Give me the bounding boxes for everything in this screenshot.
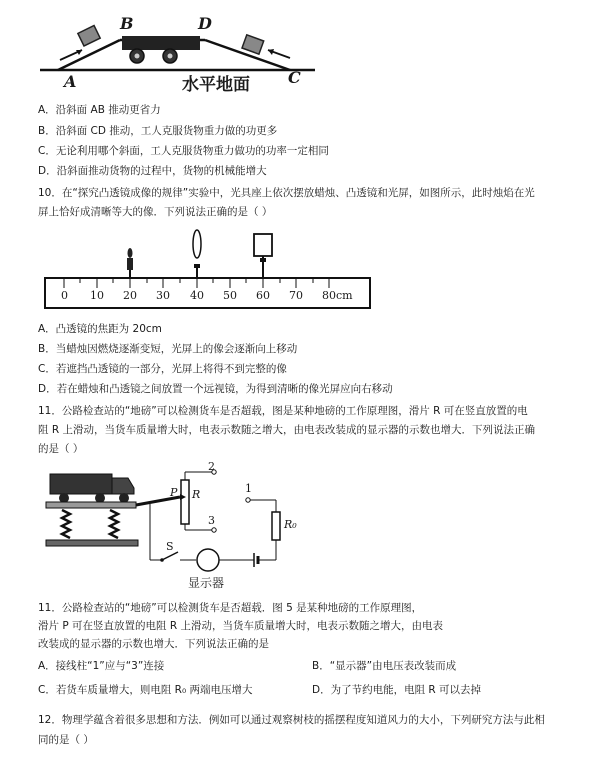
q9-option-b: B．沿斜面 CD 推动，工人克服货物重力做的功更多: [38, 125, 278, 137]
label-s: S: [166, 540, 174, 553]
inclined-plane-figure: [40, 8, 320, 96]
q11b-option-a: A．接线柱“1”应与“3”连接: [38, 660, 165, 672]
label-d: D: [198, 14, 212, 33]
q12-stem-line2: 同的是（ ）: [38, 734, 94, 746]
ruler-tick-70: 70: [289, 289, 303, 302]
ruler-tick-30: 30: [156, 289, 170, 302]
q10-option-d: D．若在蜡烛和凸透镜之间放置一个远视镜，为得到清晰的像光屏应向右移动: [38, 383, 393, 395]
label-c: C: [288, 68, 301, 87]
optical-bench-drawing: [40, 228, 375, 318]
ruler-tick-80cm: 80cm: [322, 289, 353, 302]
label-b: B: [120, 14, 134, 33]
q10-option-b: B．当蜡烛因燃烧逐渐变短，光屏上的像会逐渐向上移动: [38, 343, 298, 355]
terminal-2: 2: [208, 460, 215, 473]
terminal-1: 1: [245, 482, 252, 495]
q9-option-c: C．无论利用哪个斜面，工人克服货物重力做功的功率一定相同: [38, 145, 329, 157]
q11a-stem-line2: 阻 R 上滑动，当货车质量增大时，电表示数随之增大，由电表改装成的显示器的示数也增大．下列说法正确: [38, 424, 535, 436]
label-r: R: [192, 488, 201, 501]
q11b-stem-line3: 改装成的显示器的示数也增大．下列说法正确的是: [38, 638, 269, 650]
ground-label: 水平地面: [182, 75, 250, 95]
ruler-tick-40: 40: [190, 289, 204, 302]
q11b-option-d: D．为了节约电能，电阻 R 可以去掉: [312, 684, 482, 696]
terminal-3: 3: [208, 514, 215, 527]
q10-option-c: C．若遮挡凸透镜的一部分，光屏上将得不到完整的像: [38, 363, 287, 375]
weighbridge-circuit-figure: [40, 460, 310, 596]
label-r0: R₀: [284, 518, 297, 531]
label-p: P: [170, 486, 178, 499]
q11a-stem-line1: 11．公路检查站的“地磅”可以检测货车是否超载，图是某种地磅的工作原理图，滑片 R 可在竖直放置的电: [38, 405, 528, 417]
q11b-stem-line1: 11．公路检查站的“地磅”可以检测货车是否超载．图 5 是某种地磅的工作原理图，: [38, 602, 423, 614]
q11b-stem-line2: 滑片 P 可在竖直放置的电阻 R 上滑动，当货车质量增大时，电表示数随之增大，由电表: [38, 620, 443, 632]
weighbridge-circuit-drawing: [40, 464, 310, 596]
q12-stem-line1: 12．物理学蕴含着很多思想和方法．例如可以通过观察树枝的摇摆程度知道风力的大小，下列研究方法与此相: [38, 714, 545, 726]
display-label: 显示器: [188, 576, 225, 590]
q11b-option-c: C．若货车质量增大，则电阻 R₀ 两端电压增大: [38, 684, 253, 696]
ruler-tick-50: 50: [223, 289, 237, 302]
q11a-stem-line3: 的是（ ）: [38, 443, 84, 455]
ruler-tick-60: 60: [256, 289, 270, 302]
q10-stem-line2: 屏上恰好成清晰等大的像．下列说法正确的是（ ）: [38, 206, 273, 218]
q9-option-a: A．沿斜面 AB 推动更省力: [38, 104, 161, 116]
ruler-tick-0: 0: [61, 289, 68, 302]
ruler-tick-10: 10: [90, 289, 104, 302]
q10-option-a: A．凸透镜的焦距为 20cm: [38, 323, 162, 335]
optical-bench-figure: [40, 228, 375, 318]
inclined-plane-drawing: [40, 8, 320, 96]
q9-option-d: D．沿斜面推动货物的过程中，货物的机械能增大: [38, 165, 267, 177]
ruler-tick-20: 20: [123, 289, 137, 302]
q10-stem-line1: 10．在“探究凸透镜成像的规律”实验中，光具座上依次摆放蜡烛、凸透镜和光屏，如图所示，此时烛焰在光: [38, 187, 535, 199]
label-a: A: [64, 72, 77, 91]
q11b-option-b: B．“显示器”由电压表改装而成: [312, 660, 457, 672]
